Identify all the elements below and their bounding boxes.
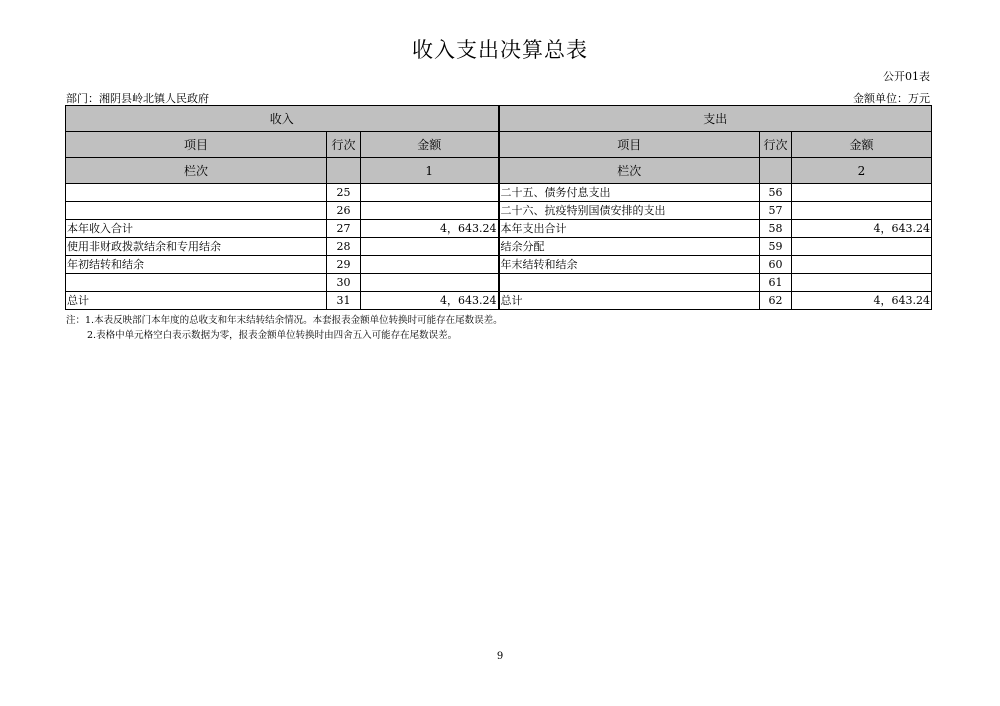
income-amount-cell: 4，643.24 bbox=[361, 220, 499, 238]
expense-item-cell: 本年支出合计 bbox=[499, 220, 760, 238]
expense-row-no-cell: 56 bbox=[760, 184, 792, 202]
expense-amount-header: 金额 bbox=[792, 132, 932, 158]
expense-item-cell: 年末结转和结余 bbox=[499, 256, 760, 274]
income-item-header: 项目 bbox=[66, 132, 327, 158]
expense-column-index: 2 bbox=[792, 158, 932, 184]
income-row-no-cell: 31 bbox=[327, 292, 361, 310]
expense-column-no-label: 栏次 bbox=[499, 158, 760, 184]
income-row-no-cell: 27 bbox=[327, 220, 361, 238]
income-header: 收入 bbox=[66, 106, 499, 132]
table-row bbox=[66, 184, 932, 202]
page-number: 9 bbox=[496, 651, 504, 662]
table-row bbox=[66, 202, 932, 220]
income-amount-cell bbox=[361, 238, 499, 256]
expense-amount-cell bbox=[792, 184, 932, 202]
income-item-cell bbox=[66, 202, 327, 220]
column-header-row bbox=[66, 132, 932, 158]
income-item-cell: 本年收入合计 bbox=[66, 220, 327, 238]
table-row bbox=[66, 256, 932, 274]
expense-row-no-cell: 61 bbox=[760, 274, 792, 292]
expense-item-cell: 总计 bbox=[499, 292, 760, 310]
expense-amount-cell: 4，643.24 bbox=[792, 292, 932, 310]
expense-item-cell: 二十五、债务付息支出 bbox=[499, 184, 760, 202]
expense-amount-cell: 4，643.24 bbox=[792, 220, 932, 238]
footnote-2: 2.表格中单元格空白表示数据为零，报表金额单位转换时由四舍五入可能存在尾数误差。 bbox=[87, 330, 458, 341]
form-number: 公开01表 bbox=[883, 70, 930, 83]
expense-row-no-cell: 58 bbox=[760, 220, 792, 238]
income-item-cell: 使用非财政拨款结余和专用结余 bbox=[66, 238, 327, 256]
table-row bbox=[66, 274, 932, 292]
expense-column-no-blank bbox=[760, 158, 792, 184]
expense-row-no-cell: 59 bbox=[760, 238, 792, 256]
income-expense-table bbox=[65, 105, 932, 310]
income-amount-header: 金额 bbox=[361, 132, 499, 158]
income-column-no-label: 栏次 bbox=[66, 158, 327, 184]
income-item-cell bbox=[66, 184, 327, 202]
expense-amount-cell bbox=[792, 202, 932, 220]
expense-amount-cell bbox=[792, 238, 932, 256]
expense-row-no-header: 行次 bbox=[760, 132, 792, 158]
income-row-no-cell: 28 bbox=[327, 238, 361, 256]
expense-item-cell: 结余分配 bbox=[499, 238, 760, 256]
expense-amount-cell bbox=[792, 274, 932, 292]
expense-row-no-cell: 62 bbox=[760, 292, 792, 310]
income-amount-cell bbox=[361, 184, 499, 202]
expense-item-header: 项目 bbox=[499, 132, 760, 158]
department-label: 部门：湘阴县岭北镇人民政府 bbox=[66, 92, 209, 105]
expense-row-no-cell: 60 bbox=[760, 256, 792, 274]
expense-header: 支出 bbox=[499, 106, 932, 132]
footnotes bbox=[66, 313, 503, 343]
expense-item-cell bbox=[499, 274, 760, 292]
income-row-no-cell: 30 bbox=[327, 274, 361, 292]
section-header-row bbox=[66, 106, 932, 132]
income-amount-cell bbox=[361, 274, 499, 292]
table-row bbox=[66, 238, 932, 256]
income-row-no-cell: 25 bbox=[327, 184, 361, 202]
expense-amount-cell bbox=[792, 256, 932, 274]
expense-row-no-cell: 57 bbox=[760, 202, 792, 220]
income-item-cell: 总计 bbox=[66, 292, 327, 310]
income-row-no-header: 行次 bbox=[327, 132, 361, 158]
footnote-1: 注：1.本表反映部门本年度的总收支和年末结转结余情况。本套报表金额单位转换时可能存在尾数误差。 bbox=[66, 315, 503, 326]
table-row bbox=[66, 292, 932, 310]
income-column-index: 1 bbox=[361, 158, 499, 184]
income-item-cell: 年初结转和结余 bbox=[66, 256, 327, 274]
amount-unit-label: 金额单位：万元 bbox=[853, 92, 930, 105]
income-row-no-cell: 26 bbox=[327, 202, 361, 220]
income-column-no-blank bbox=[327, 158, 361, 184]
table-row bbox=[66, 220, 932, 238]
income-amount-cell bbox=[361, 202, 499, 220]
page-title: 收入支出决算总表 bbox=[412, 38, 588, 62]
income-row-no-cell: 29 bbox=[327, 256, 361, 274]
income-item-cell bbox=[66, 274, 327, 292]
expense-item-cell: 二十六、抗疫特别国债安排的支出 bbox=[499, 202, 760, 220]
income-amount-cell: 4，643.24 bbox=[361, 292, 499, 310]
income-amount-cell bbox=[361, 256, 499, 274]
column-index-row bbox=[66, 158, 932, 184]
